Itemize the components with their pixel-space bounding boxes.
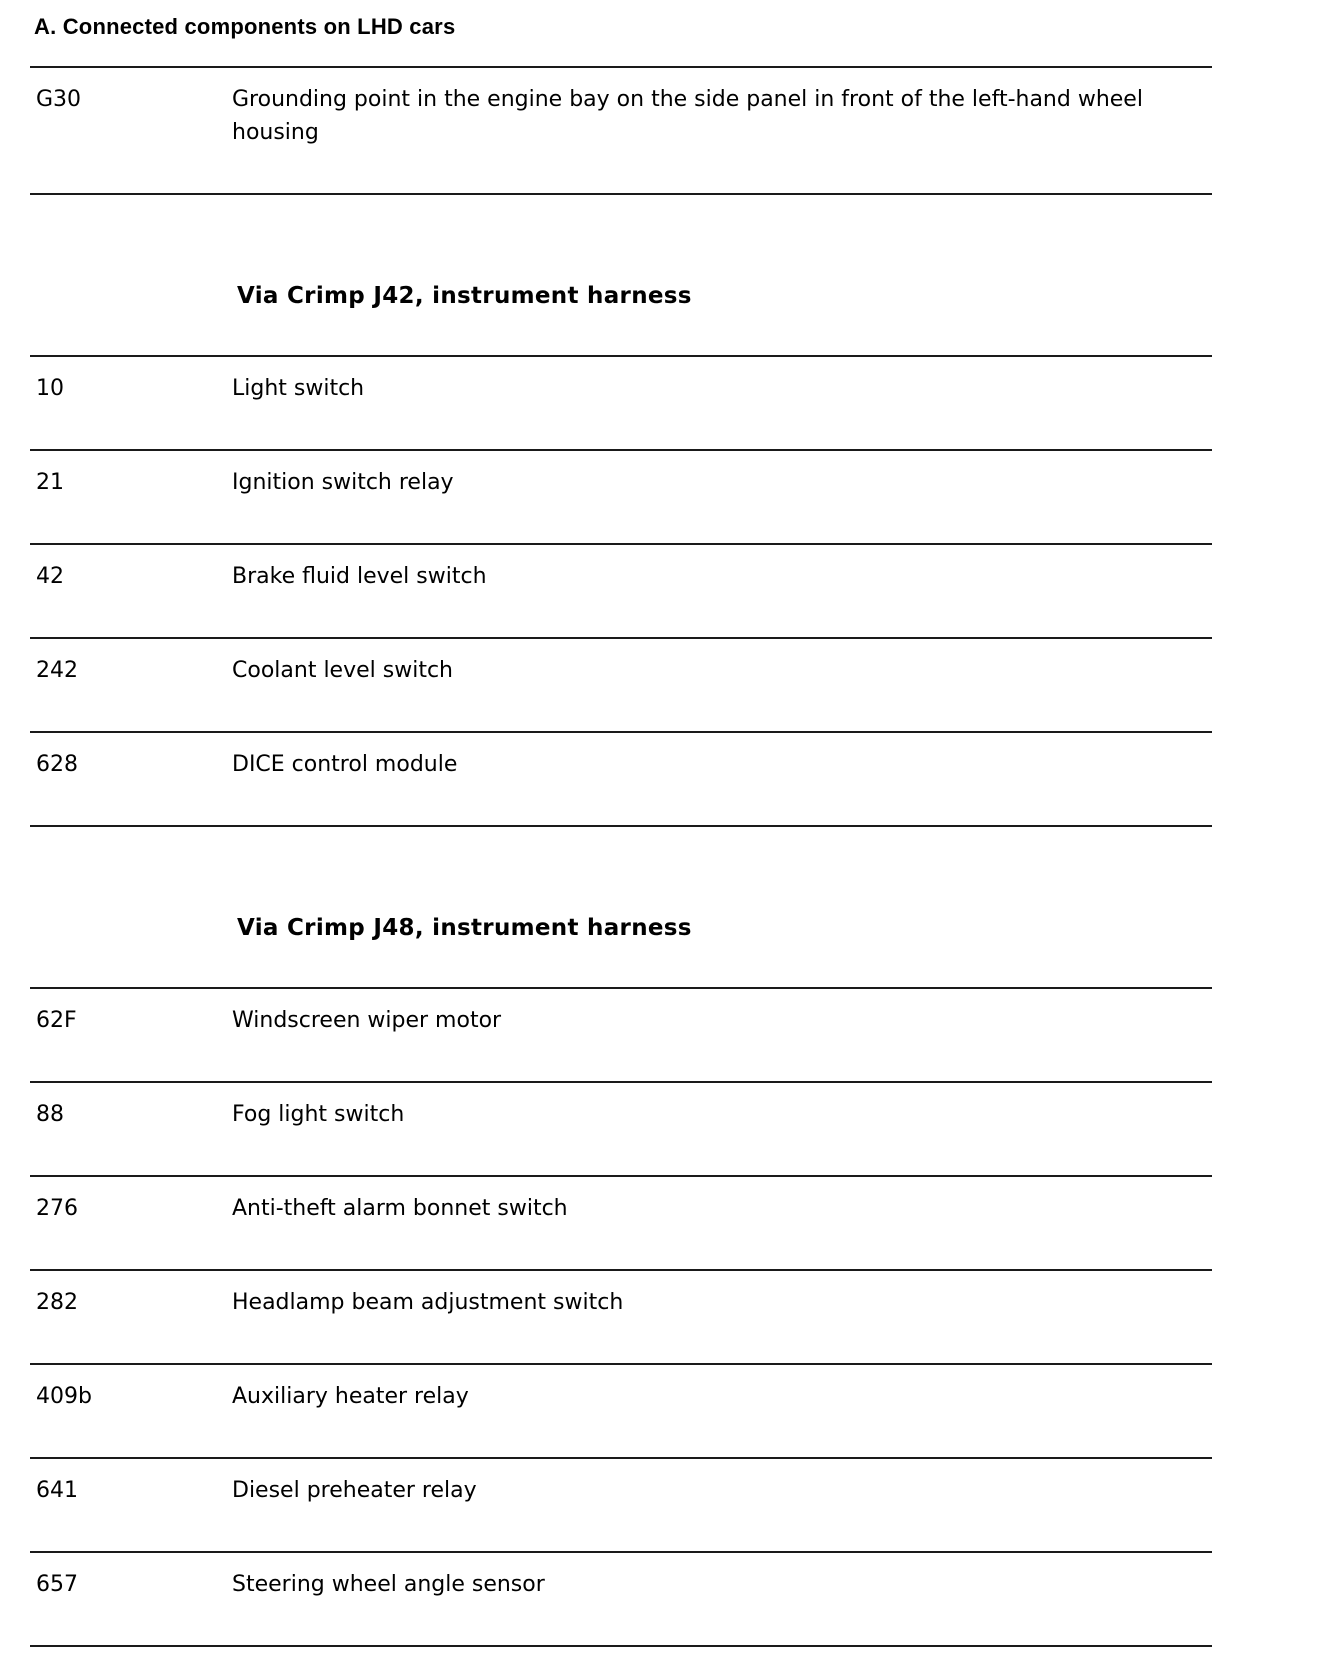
table-row xyxy=(30,1457,1212,1551)
component-code: 628 xyxy=(36,752,78,777)
section-heading-j42: Via Crimp J42, instrument harness xyxy=(237,283,692,309)
component-description: Brake fluid level switch xyxy=(232,564,487,589)
component-description: Coolant level switch xyxy=(232,658,453,683)
component-code: 409b xyxy=(36,1384,92,1409)
table-row xyxy=(30,66,1212,193)
page-title: A. Connected components on LHD cars xyxy=(34,14,456,39)
table-row xyxy=(30,449,1212,543)
table-row xyxy=(30,1363,1212,1457)
section-heading-j48: Via Crimp J48, instrument harness xyxy=(237,915,692,941)
component-code: 276 xyxy=(36,1196,78,1221)
component-code: 62F xyxy=(36,1008,77,1033)
table-j48 xyxy=(30,987,1212,1647)
component-description: Diesel preheater relay xyxy=(232,1478,477,1503)
table-row xyxy=(30,987,1212,1081)
table-j42 xyxy=(30,355,1212,827)
component-description: Fog light switch xyxy=(232,1102,405,1127)
component-code: 42 xyxy=(36,564,64,589)
table-row xyxy=(30,543,1212,637)
component-code: 657 xyxy=(36,1572,78,1597)
component-description: Headlamp beam adjustment switch xyxy=(232,1290,624,1315)
component-description: Ignition switch relay xyxy=(232,470,454,495)
component-description: Anti-theft alarm bonnet switch xyxy=(232,1196,568,1221)
component-code: 10 xyxy=(36,376,64,401)
table-row xyxy=(30,1551,1212,1645)
component-description: Light switch xyxy=(232,376,365,401)
component-code: G30 xyxy=(36,87,82,112)
component-description: DICE control module xyxy=(232,752,458,777)
component-description: Grounding point in the engine bay on the side panel in front of the left-hand wheel housing xyxy=(232,87,1143,145)
component-code: 282 xyxy=(36,1290,78,1315)
table-lhd-components xyxy=(30,66,1212,195)
table-row xyxy=(30,637,1212,731)
table-row xyxy=(30,1081,1212,1175)
component-code: 242 xyxy=(36,658,78,683)
table-row xyxy=(30,1269,1212,1363)
document-content xyxy=(30,14,1212,1647)
table-row xyxy=(30,1175,1212,1269)
table-row xyxy=(30,731,1212,825)
table-row xyxy=(30,355,1212,449)
component-code: 21 xyxy=(36,470,64,495)
component-description: Windscreen wiper motor xyxy=(232,1008,502,1033)
component-description: Steering wheel angle sensor xyxy=(232,1572,545,1597)
component-code: 88 xyxy=(36,1102,64,1127)
component-description: Auxiliary heater relay xyxy=(232,1384,469,1409)
component-code: 641 xyxy=(36,1478,78,1503)
